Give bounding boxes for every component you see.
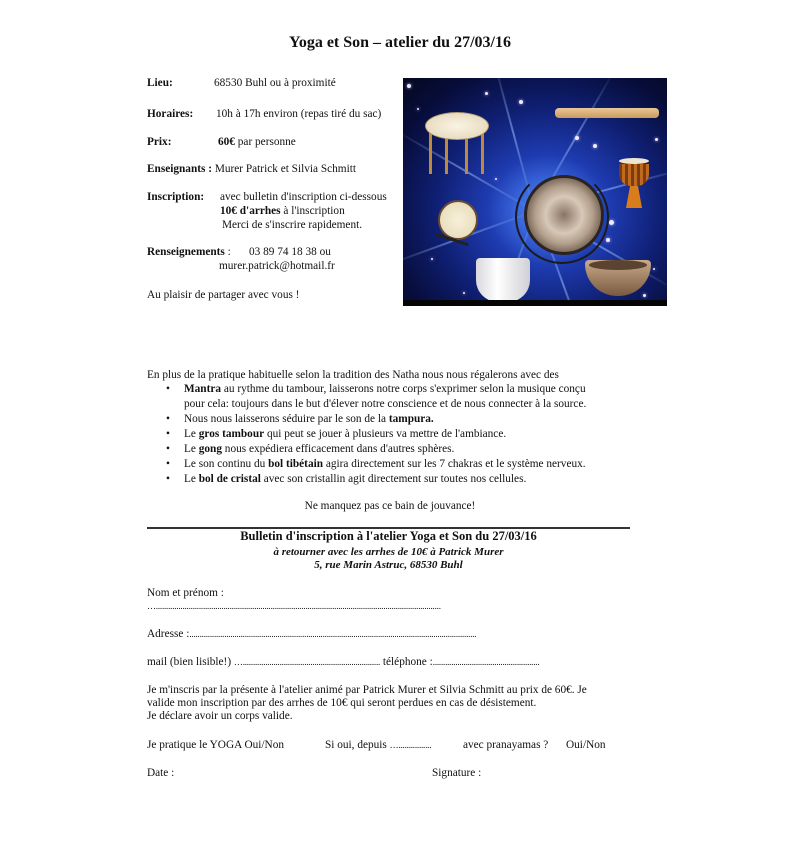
list-item: • Le son continu du bol tibétain agira directement sur les 7 chakras et le système nerveux. [166,457,586,472]
tibetan-bowl-image [585,260,651,296]
prix-value: 60€ par personne [218,136,296,148]
yoga-practice-choice[interactable]: Je pratique le YOGA Oui/Non [147,739,285,751]
lieu-value: 68530 Buhl ou à proximité [214,77,336,89]
enseignants-value: Murer Patrick et Silvia Schmitt [214,163,357,175]
hand-drum-image [438,200,478,240]
declaration-line3: Je déclare avoir un corps valide. [147,710,293,722]
intro-text: En plus de la pratique habituelle selon la tradition des Natha nous nous régalerons avec des [147,369,559,381]
adresse-field[interactable]: ............................................................................................................................................ [189,629,477,639]
adresse-label: Adresse : [147,628,190,640]
instruments-photo [403,78,667,306]
telephone-field[interactable]: .................................................... [432,657,540,667]
list-item: • Nous nous laisserons séduire par le son de la tampura. [166,412,586,427]
pranayama-label: avec pranayamas ? [463,739,549,751]
mail-field[interactable]: …................................................................... [233,657,381,667]
inscription-label: Inscription: [147,191,205,203]
lieu-label: Lieu: [147,77,173,89]
page-title: Yoga et Son – atelier du 27/03/16 [289,34,511,51]
instrument-list [166,382,586,487]
mail-label: mail (bien lisible!) [147,656,234,668]
mail-row [147,656,539,668]
list-item: • Le gong nous expédiera efficacement dans d'autres sphères. [166,442,586,457]
inscription-line1: avec bulletin d'inscription ci-dessous [220,191,387,203]
lieu-row [147,76,173,90]
tagline: Ne manquez pas ce bain de jouvance! [304,500,476,512]
declaration-line1: Je m'inscris par la présente à l'atelier animé par Patrick Murer et Silvia Schmitt au prix de 60€. Je [147,684,587,696]
form-title: Bulletin d'inscription à l'atelier Yoga et Son du 27/03/16 [240,529,537,543]
date-label: Date : [147,767,175,779]
depuis-row [325,739,431,751]
enseignants-row [147,162,356,176]
crystal-bowl-image [476,258,530,302]
adresse-row [147,628,476,640]
renseignements-label: Renseignements : [147,246,231,258]
renseignements-phone: 03 89 74 18 38 ou [249,246,331,258]
nom-label: Nom et prénom : [147,587,224,599]
inscription-line2: 10€ d'arrhes à l'inscription [220,205,345,217]
list-item: • Le bol de cristal avec son cristallin agit directement sur toutes nos cellules. [166,472,586,487]
form-address: 5, rue Marin Astruc, 68530 Buhl [314,559,463,571]
horaires-label: Horaires: [147,108,194,120]
nom-field[interactable]: …........................................................................................................................................... [147,601,441,611]
tampura-image [555,108,659,118]
list-item: • Le gros tambour qui peut se jouer à plusieurs va mettre de l'ambiance. [166,427,586,442]
enseignants-label: Enseignants : [147,163,212,175]
depuis-field[interactable]: …................ [389,740,432,750]
prix-label: Prix: [147,136,172,148]
horaires-value: 10h à 17h environ (repas tiré du sac) [216,108,382,120]
closing-text: Au plaisir de partager avec vous ! [147,289,300,301]
pranayama-choice[interactable]: Oui/Non [566,739,606,751]
inscription-line3: Merci de s'inscrire rapidement. [222,219,363,231]
gong-image [524,175,604,255]
frame-drum-table-image [425,112,487,180]
signature-label: Signature : [432,767,482,779]
list-item: • Mantra au rythme du tambour, laisserons notre corps s'exprimer selon la musique conçu pour cela: toujours dans le but d'élever notre conscience et de nous connecter à la source. [166,382,586,412]
form-subtitle: à retourner avec les arrhes de 10€ à Patrick Murer [273,546,504,558]
telephone-label: téléphone : [380,656,433,668]
djembe-image [619,158,649,208]
depuis-label: Si oui, depuis [325,739,390,751]
declaration-line2: valide mon inscription par des arrhes de 10€ qui seront perdues en cas de désistement. [147,697,537,709]
renseignements-email[interactable]: murer.patrick@hotmail.fr [219,260,335,272]
